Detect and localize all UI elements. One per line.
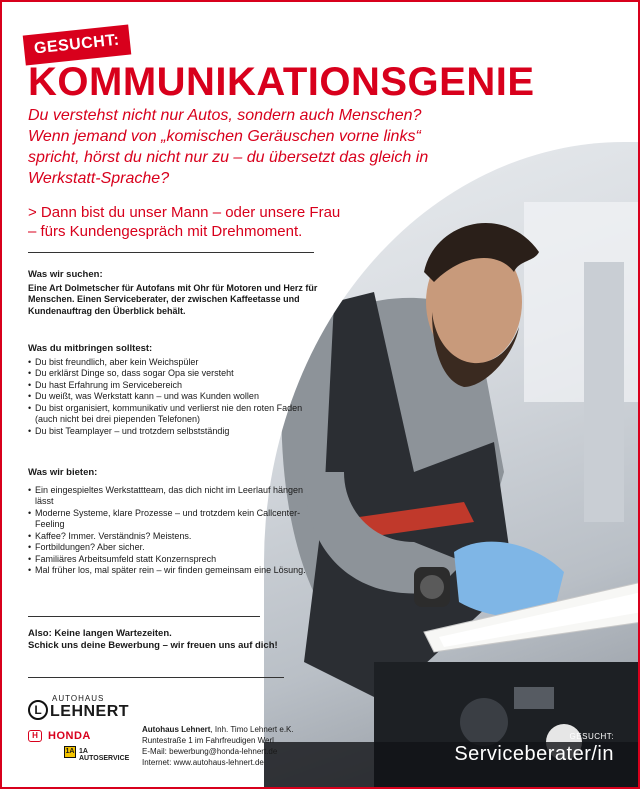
- 1a-autoservice-logo: [64, 746, 130, 762]
- callout: [28, 203, 358, 241]
- requirements-list: [28, 357, 318, 438]
- list-item: • Du bist freundlich, aber kein Weichspüler: [28, 357, 318, 369]
- divider: [28, 252, 314, 253]
- page-title: KOMMUNIKATIONSGENIE: [28, 60, 535, 104]
- section-was-wir-bieten: [28, 467, 318, 577]
- closing-line-2: Schick uns deine Bewerbung – wir freuen uns auf dich!: [28, 639, 278, 651]
- intro-text: Du verstehst nicht nur Autos, sondern auch Menschen? Wenn jemand von „komischen Geräuschen vorne links“ spricht, hörst du nicht nur zu – du übersetzt das gleich in Werkstatt-Sprache?: [28, 107, 429, 187]
- lehnert-mark-icon: L: [28, 700, 48, 720]
- closing-text: [28, 628, 278, 651]
- section-title: Was wir suchen:: [28, 269, 103, 280]
- section-text: Eine Art Dolmetscher für Autofans mit Ohr für Motoren und Herz für Menschen. Einen Serviceberater, der zwischen Kaffeetasse und Kundenauftrag den Überblick behält.: [28, 282, 318, 316]
- autohaus-lehnert-logo: [28, 694, 130, 724]
- honda-wordmark: HONDA: [48, 730, 91, 742]
- company-street: Runtestraße 1 im Fahrfreudigen Werl: [142, 736, 274, 745]
- company-email: E-Mail: bewerbung@honda-lehnert.de: [142, 747, 278, 756]
- company-owner: , Inh. Timo Lehnert e.K.: [210, 725, 294, 734]
- section-title: Was wir bieten:: [28, 467, 98, 478]
- list-item: • Moderne Systeme, klare Prozesse – und trotzdem kein Callcenter-Feeling: [28, 508, 318, 531]
- callout-line-2: – fürs Kundengespräch mit Drehmoment.: [28, 223, 303, 240]
- company-website: Internet: www.autohaus-lehnert.de: [142, 758, 264, 767]
- honda-logo: [28, 730, 122, 744]
- benefits-list: [28, 485, 318, 577]
- job-title-block: [454, 732, 614, 766]
- section-was-wir-suchen: [28, 269, 318, 317]
- list-item: • Mal früher los, mal später rein – wir finden gemeinsam eine Lösung.: [28, 565, 318, 577]
- list-item: • Fortbildungen? Aber sicher.: [28, 542, 318, 554]
- logo-title: LEHNERT: [50, 703, 130, 720]
- divider: [28, 616, 260, 617]
- list-item: • Du bist Teamplayer – und trotzdem selbstständig: [28, 426, 318, 438]
- job-label: GESUCHT:: [569, 732, 614, 741]
- divider: [28, 677, 284, 678]
- logo-subtitle: AUTOHAUS: [52, 694, 105, 703]
- list-item: • Du erklärst Dinge so, dass sogar Opa sie versteht: [28, 368, 318, 380]
- closing-line-1: Also: Keine langen Wartezeiten.: [28, 628, 172, 639]
- list-item: • Kaffee? Immer. Verständnis? Meistens.: [28, 531, 318, 543]
- callout-line-1: > Dann bist du unser Mann – oder unsere Frau: [28, 204, 341, 221]
- honda-wing-icon: H: [28, 730, 42, 742]
- job-title: Serviceberater/in: [454, 743, 614, 765]
- 1a-icon: 1A: [64, 746, 76, 758]
- section-title: Was du mitbringen solltest:: [28, 343, 153, 354]
- 1a-wordmark: 1A AUTOSERVICE: [79, 748, 130, 762]
- list-item: • Du bist organisiert, kommunikativ und verlierst nie den roten Faden (auch nicht bei drei piependen Telefonen): [28, 403, 318, 426]
- list-item: • Du hast Erfahrung im Servicebereich: [28, 380, 318, 392]
- list-item: • Ein eingespieltes Werkstattteam, das dich nicht im Leerlauf hängen lässt: [28, 485, 318, 508]
- section-was-du-mitbringen: [28, 343, 318, 437]
- list-item: • Familiäres Arbeitsumfeld statt Konzernsprech: [28, 554, 318, 566]
- list-item: • Du weißt, was Werkstatt kann – und was Kunden wollen: [28, 391, 318, 403]
- gesucht-badge: GESUCHT:: [23, 25, 131, 66]
- company-address: [142, 724, 302, 768]
- company-name: Autohaus Lehnert: [142, 725, 211, 734]
